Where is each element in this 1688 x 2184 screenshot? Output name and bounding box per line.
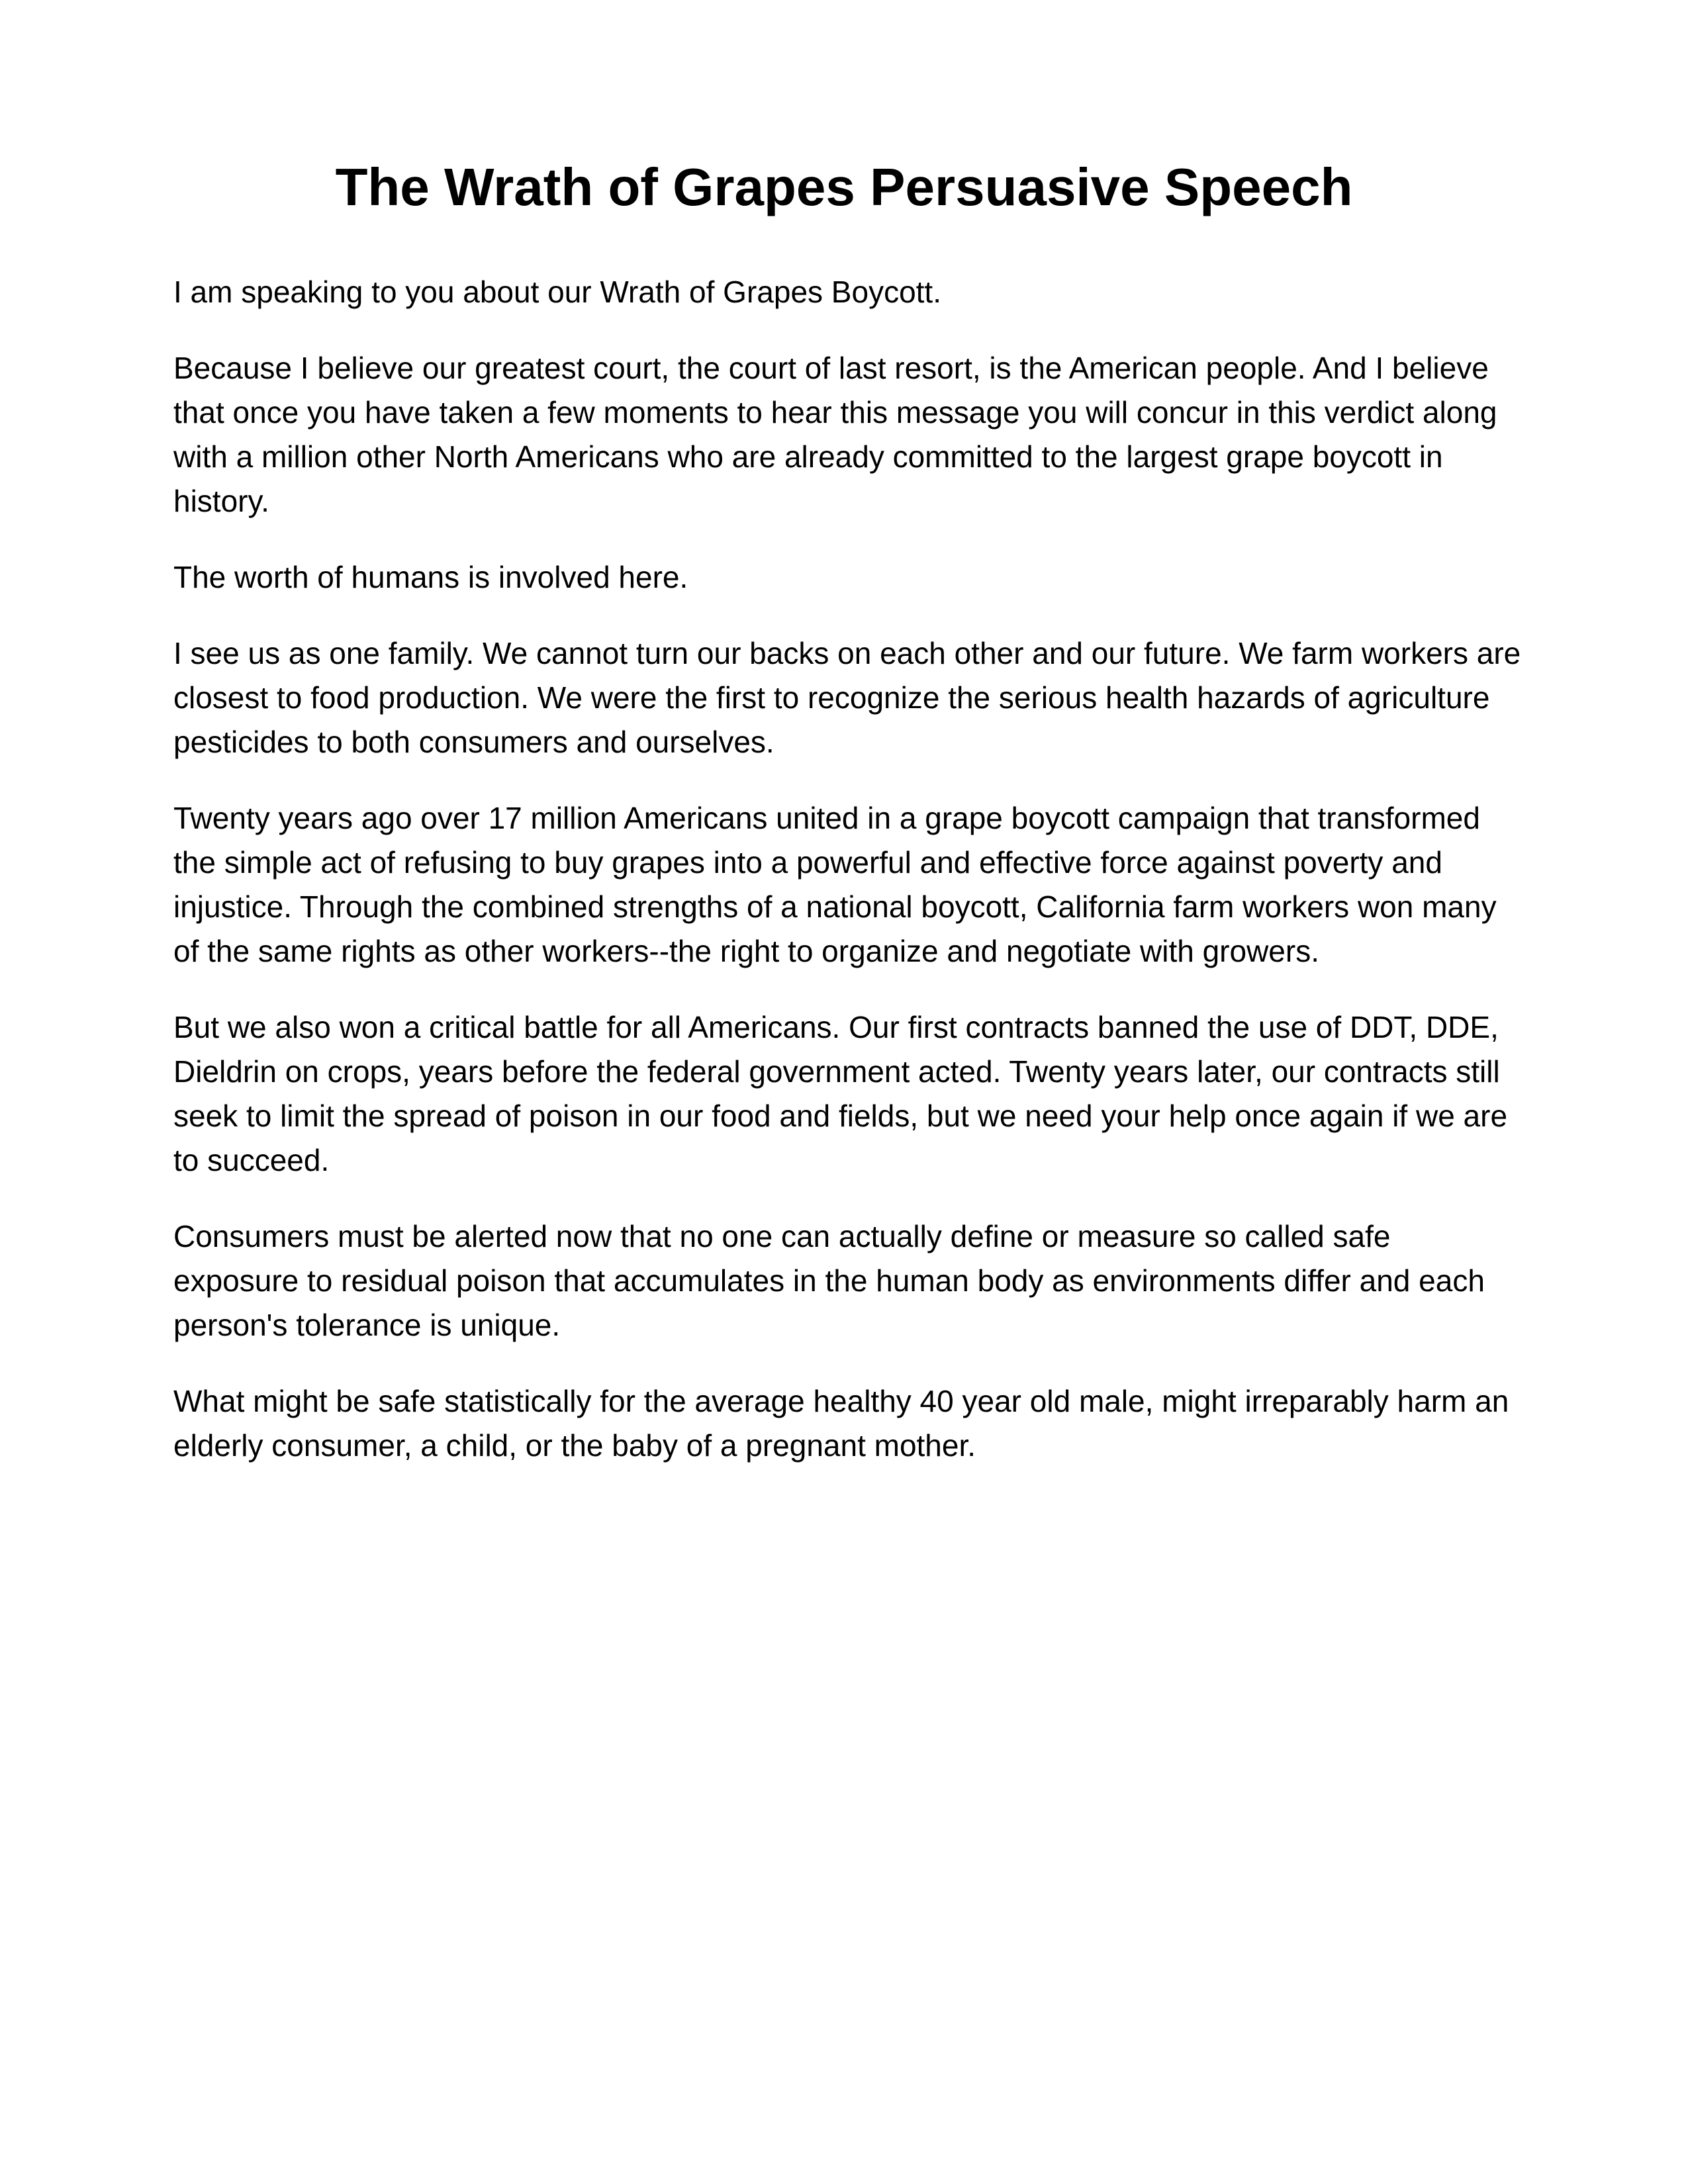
document-body xyxy=(173,270,1524,1500)
paragraph: Twenty years ago over 17 million Americans united in a grape boycott campaign that transformed the simple act of refusing to buy grapes into a powerful and effective force against poverty and injustice. Through the combined strengths of a national boycott, California farm workers won many of the same rights as other workers--the right to organize and negotiate with growers. xyxy=(173,801,1497,968)
paragraph: Because I believe our greatest court, the court of last resort, is the American people. And I believe that once you have taken a few moments to hear this message you will concur in this verdict along with a million other North Americans who are already committed to the largest grape boycott in history. xyxy=(173,351,1497,518)
paragraph: What might be safe statistically for the average healthy 40 year old male, might irreparably harm an elderly consumer, a child, or the baby of a pregnant mother. xyxy=(173,1384,1509,1463)
paragraph: But we also won a critical battle for all Americans. Our first contracts banned the use of DDT, DDE, Dieldrin on crops, years before the federal government acted. Twenty years later, our contracts still seek to limit the spread of poison in our food and fields, but we need your help once again if we are to succeed. xyxy=(173,1010,1508,1177)
document-title: The Wrath of Grapes Persuasive Speech xyxy=(335,158,1353,216)
paragraph: I am speaking to you about our Wrath of Grapes Boycott. xyxy=(173,275,941,309)
paragraph: Consumers must be alerted now that no one can actually define or measure so called safe exposure to residual poison that accumulates in the human body as environments differ and each person's tolerance is unique. xyxy=(173,1219,1485,1342)
paragraph: I see us as one family. We cannot turn our backs on each other and our future. We farm workers are closest to food production. We were the first to recognize the serious health hazards of agriculture pesticides to both consumers and ourselves. xyxy=(173,636,1521,759)
paragraph: The worth of humans is involved here. xyxy=(173,560,688,594)
